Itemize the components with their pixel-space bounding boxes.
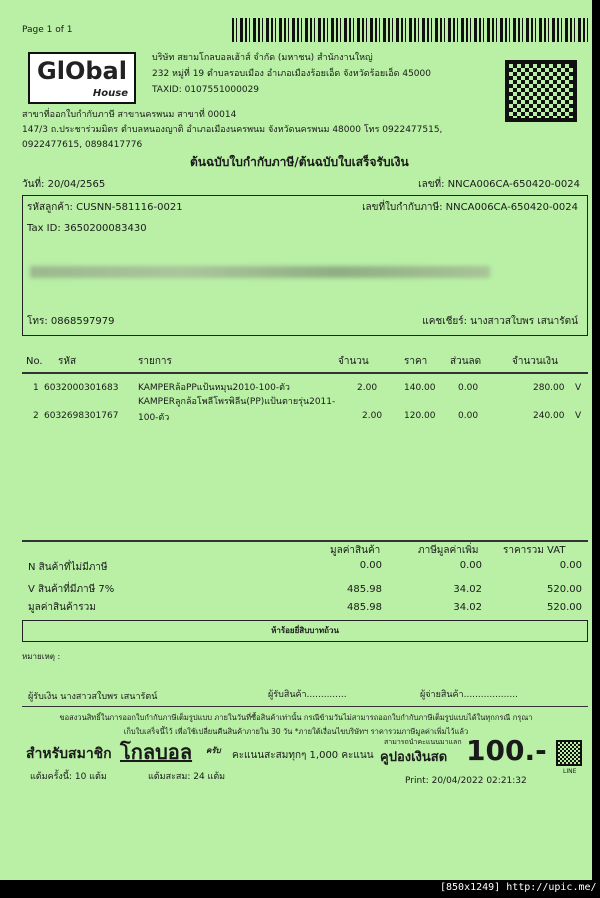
row-no: 2 (33, 411, 39, 421)
sum-label: มูลค่าสินค้ารวม (28, 602, 96, 613)
sum-vat: 34.02 (453, 602, 482, 613)
row-price: 120.00 (404, 411, 436, 421)
sum-vat: 34.02 (453, 584, 482, 595)
sum-value: 485.98 (347, 584, 382, 595)
note-line: ขอสงวนสิทธิ์ในการออกใบกำกับภาษีเต็มรูปแบบ ภายในวันที่ซื้อสินค้าเท่านั้น กรณีข้ามวันไม่สามารถออกใบกำกับภาษีเต็มรูปแบบได้ในทุกกรณี กรุณา (59, 713, 533, 722)
col-code: รหัส (58, 356, 77, 367)
company-address: 232 หมู่ที่ 19 ตำบลรอบเมือง อำเภอเมืองร้อยเอ็ด จังหวัดร้อยเอ็ด 45000 (152, 69, 431, 79)
col-qty: จำนวน (338, 356, 369, 367)
row-no: 1 (33, 383, 39, 393)
points-this-time: แต้มครั้งนี้: 10 แต้ม (30, 772, 107, 782)
sum-value: 0.00 (359, 560, 382, 571)
points-accumulated: แต้มสะสม: 24 แต้ม (148, 772, 226, 782)
sum-total: 0.00 (559, 560, 582, 571)
customer-tax-id: Tax ID: 3650200083430 (27, 223, 147, 234)
branch-phones: 0922477615, 0898417776 (22, 140, 143, 150)
row-vat-flag: V (575, 383, 582, 393)
sum-col-value: มูลค่าสินค้า (330, 545, 381, 556)
redacted-address (30, 266, 490, 278)
row-discount: 0.00 (458, 411, 479, 421)
page-number: Page 1 of 1 (22, 25, 73, 35)
divider (22, 706, 588, 707)
invoice-number: เลขที่ใบกำกับภาษี: NNCA006CA-650420-0024 (362, 202, 578, 213)
customer-phone: โทร: 0868597979 (27, 316, 115, 327)
col-no: No. (26, 356, 43, 367)
qr-code-icon (505, 60, 577, 122)
cashier: แคชเชียร์: นางสาวสใบพร เสนารัตน์ (422, 316, 578, 327)
promo-brand: โกลบอล (120, 740, 193, 764)
barcode (232, 18, 590, 42)
goods-giver: ผู้จ่ายสินค้า................... (420, 690, 518, 700)
row-price: 140.00 (404, 383, 436, 393)
sum-total: 520.00 (547, 602, 582, 613)
promo-members: สำหรับสมาชิก (26, 746, 112, 762)
print-timestamp: Print: 20/04/2022 02:21:32 (405, 776, 527, 786)
row-qty: 2.00 (362, 411, 383, 421)
global-house-logo: GlObal House (28, 52, 136, 104)
promo-brand-sub: ครับ (206, 746, 221, 755)
document-number: เลขที่: NNCA006CA-650420-0024 (418, 179, 580, 190)
row-amount: 280.00 (533, 383, 565, 393)
goods-receiver: ผู้รับสินค้า.............. (268, 690, 347, 700)
line-label: LINE (563, 768, 577, 775)
company-taxid: TAXID: 0107551000029 (152, 85, 260, 95)
promo-amount: 100.- (466, 734, 547, 767)
sum-value: 485.98 (347, 602, 382, 613)
row-code: 6032698301767 (44, 411, 119, 421)
sum-label: N สินค้าที่ไม่มีภาษี (28, 562, 108, 573)
line-qr-icon (556, 740, 582, 766)
promo-coupon: คูปองเงินสด (380, 750, 448, 765)
branch-address: 147/3 ถ.ประชาร่วมมิตร ตำบลหนองญาติ อำเภอเมืองนครพนม จังหวัดนครพนม 48000 โทร 0922477515, (22, 125, 443, 135)
row-qty: 2.00 (357, 383, 378, 393)
amount-in-words: ห้าร้อยยี่สิบบาทถ้วน (271, 626, 339, 635)
row-vat-flag: V (575, 411, 582, 421)
remarks-label: หมายเหตุ : (22, 652, 61, 661)
sum-col-vat: ภาษีมูลค่าเพิ่ม (418, 545, 479, 556)
divider (22, 540, 588, 542)
customer-code: รหัสลูกค้า: CUSNN-581116-0021 (27, 202, 183, 213)
sum-col-total: ราคารวม VAT (503, 545, 566, 556)
divider (22, 372, 588, 374)
promo-redeem: สามารถนำคะแนนมาแลก (384, 738, 462, 746)
branch-line: สาขาที่ออกใบกำกับภาษี สาขานครพนม สาขาที่ 00014 (22, 110, 237, 120)
company-name: บริษัท สยามโกลบอลเฮ้าส์ จำกัด (มหาชน) สำนักงานใหญ่ (152, 53, 373, 63)
sum-total: 520.00 (547, 584, 582, 595)
sum-label: V สินค้าที่มีภาษี 7% (28, 584, 115, 595)
image-source-label: [850x1249] http://upic.me/ (440, 882, 597, 893)
note-line: เก็บใบเสร็จนี้ไว้ เพื่อใช้เปลี่ยนคืนสินค้าภายใน 30 วัน *ภายใต้เงื่อนไขบริษัทฯ ราคารวมภาษีมูลค่าเพิ่มไว้แล้ว (123, 727, 469, 736)
col-desc: รายการ (138, 356, 172, 367)
money-receiver: ผู้รับเงิน นางสาวสใบพร เสนารัตน์ (28, 692, 158, 702)
row-desc-cont: 100-ตัว (138, 413, 170, 423)
row-desc: KAMPERลูกล้อโพลีโพรพิลีน(PP)แป้นตายรุ่น2011- (138, 397, 336, 407)
document-title: ต้นฉบับใบกำกับภาษี/ต้นฉบับใบเสร็จรับเงิน (190, 155, 409, 169)
document-date: วันที่: 20/04/2565 (22, 179, 106, 190)
col-price: ราคา (404, 356, 428, 367)
row-desc: KAMPERล้อPPแป้นหมุน2010-100-ตัว (138, 383, 290, 393)
sum-vat: 0.00 (459, 560, 482, 571)
col-amount: จำนวนเงิน (512, 356, 558, 367)
promo-points: คะแนนสะสมทุกๆ 1,000 คะแนน (232, 750, 374, 761)
row-code: 6032000301683 (44, 383, 119, 393)
col-discount: ส่วนลด (450, 356, 482, 367)
row-amount: 240.00 (533, 411, 565, 421)
row-discount: 0.00 (458, 383, 479, 393)
